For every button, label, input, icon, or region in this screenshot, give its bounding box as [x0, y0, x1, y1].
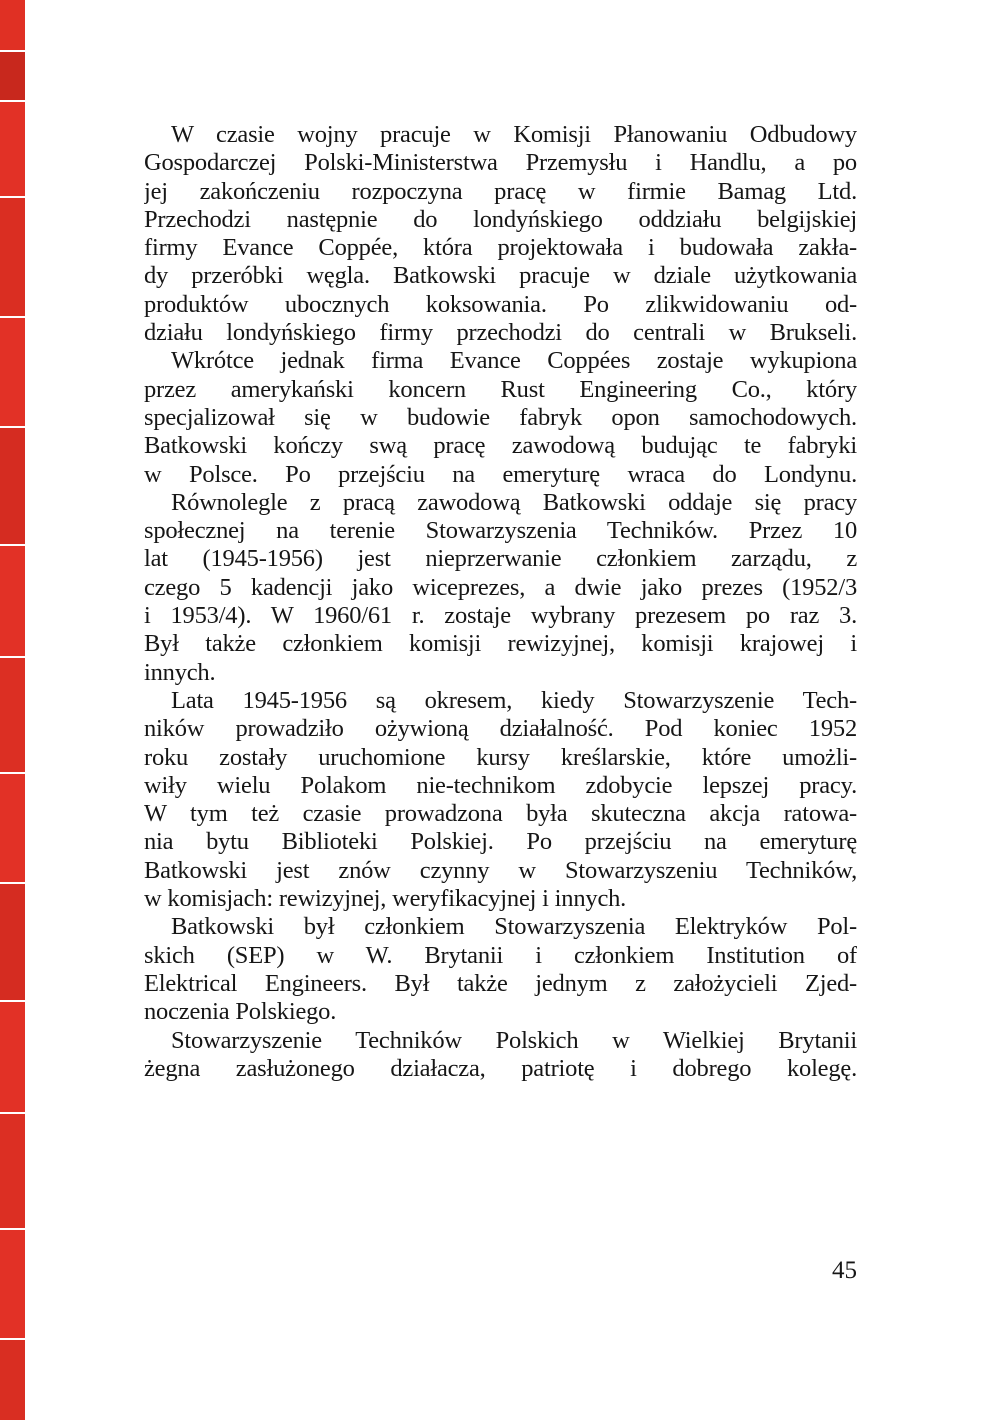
red-strip-segment: [0, 884, 25, 1000]
binding-edge-strip: [0, 0, 25, 1420]
text-line: przez amerykański koncern Rust Engineering Co., który: [144, 375, 857, 403]
red-strip-segment: [0, 428, 25, 544]
text-line: Elektrical Engineers. Był także jednym z założycieli Zjed-: [144, 969, 857, 997]
red-strip-segment: [0, 1002, 25, 1112]
red-strip-segment: [0, 546, 25, 656]
text-line: Przechodzi następnie do londyńskiego oddziału belgijskiej: [144, 205, 857, 233]
paragraph: [144, 1027, 857, 1084]
text-line: produktów ubocznych koksowania. Po zlikwidowaniu od-: [144, 290, 857, 318]
body-text: [144, 121, 857, 1083]
text-line: żegna zasłużonego działacza, patriotę i dobrego kolegę.: [144, 1054, 857, 1082]
red-strip-segment: [0, 318, 25, 426]
text-line: czego 5 kadencji jako wiceprezes, a dwie jako prezes (1952/3: [144, 573, 857, 601]
text-line: ników prowadziło ożywioną działalność. Pod koniec 1952: [144, 715, 857, 743]
red-strip-segment: [0, 1340, 25, 1420]
paragraph: [144, 489, 857, 687]
text-line: firmy Evance Coppée, która projektowała i budowała zakła-: [144, 234, 857, 262]
text-line: wiły wielu Polakom nie-technikom zdobycie lepszej pracy.: [144, 771, 857, 799]
text-line: skich (SEP) w W. Brytanii i członkiem Institution of: [144, 941, 857, 969]
red-strip-segment: [0, 1114, 25, 1228]
text-line: dy przeróbki węgla. Batkowski pracuje w dziale użytkowania: [144, 262, 857, 290]
text-line: specjalizował się w budowie fabryk opon samochodowych.: [144, 403, 857, 431]
text-line: Batkowski był członkiem Stowarzyszenia Elektryków Pol-: [171, 913, 857, 941]
text-line: Lata 1945-1956 są okresem, kiedy Stowarzyszenie Tech-: [171, 686, 857, 714]
page-number: 45: [832, 1257, 857, 1284]
paragraph: [144, 121, 857, 347]
red-strip-segment: [0, 52, 25, 100]
red-strip-segment: [0, 1230, 25, 1338]
red-strip-segment: [0, 102, 25, 196]
text-line: nia bytu Biblioteki Polskiej. Po przejściu na emeryturę: [144, 828, 857, 856]
red-strip-segment: [0, 0, 25, 50]
text-line: Był także członkiem komisji rewizyjnej, komisji krajowej i: [144, 630, 857, 658]
text-line: W czasie wojny pracuje w Komisji Płanowaniu Odbudowy: [171, 121, 857, 148]
text-line: Gospodarczej Polski-Ministerstwa Przemysłu i Handlu, a po: [144, 149, 857, 177]
text-line: i 1953/4). W 1960/61 r. zostaje wybrany prezesem po raz 3.: [144, 602, 857, 630]
text-line: lat (1945-1956) jest nieprzerwanie członkiem zarządu, z: [144, 545, 857, 573]
text-line: Stowarzyszenie Techników Polskich w Wielkiej Brytanii: [171, 1026, 857, 1054]
paragraph: [144, 687, 857, 913]
text-line: społecznej na terenie Stowarzyszenia Techników. Przez 10: [144, 517, 857, 545]
paragraph: [144, 347, 857, 488]
text-line: Batkowski kończy swą pracę zawodową budując te fabryki: [144, 432, 857, 460]
text-line: w komisjach: rewizyjnej, weryfikacyjnej i innych.: [144, 885, 627, 913]
red-strip-segment: [0, 658, 25, 772]
red-strip-segment: [0, 774, 25, 882]
text-line: roku zostały uruchomione kursy kreślarskie, które umożli-: [144, 743, 857, 771]
paragraph: [144, 913, 857, 1026]
text-line: jej zakończeniu rozpoczyna pracę w firmie Bamag Ltd.: [144, 177, 857, 205]
text-line: W tym też czasie prowadzona była skuteczna akcja ratowa-: [144, 800, 857, 828]
text-line: w Polsce. Po przejściu na emeryturę wraca do Londynu.: [144, 460, 857, 488]
text-line: Równolegle z pracą zawodową Batkowski oddaje się pracy: [171, 488, 857, 516]
text-line: innych.: [144, 658, 216, 686]
text-line: noczenia Polskiego.: [144, 998, 337, 1026]
text-line: Wkrótce jednak firma Evance Coppées zostaje wykupiona: [171, 347, 857, 375]
text-line: Batkowski jest znów czynny w Stowarzyszeniu Techników,: [144, 856, 857, 884]
text-line: działu londyńskiego firmy przechodzi do centrali w Brukseli.: [144, 319, 857, 347]
red-strip-segment: [0, 198, 25, 316]
